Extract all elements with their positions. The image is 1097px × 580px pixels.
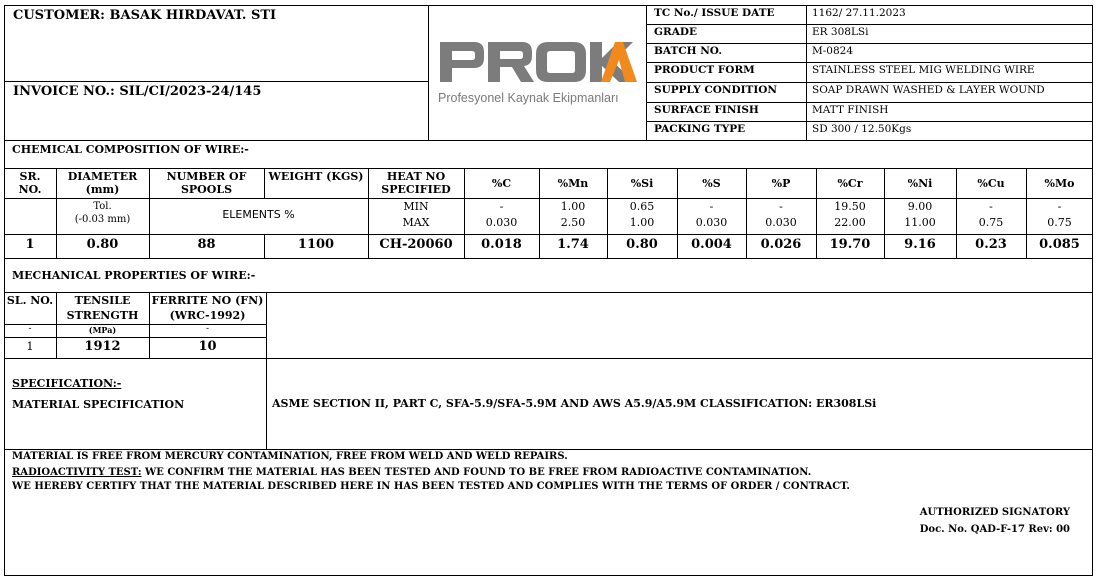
spec-label: MATERIAL SPECIFICATION bbox=[12, 398, 185, 411]
spec-title: SPECIFICATION:- bbox=[12, 377, 122, 390]
radioactivity-text: WE CONFIRM THE MATERIAL HAS BEEN TESTED AND FOUND TO BE FREE FROM RADIOACTIVE CONTAMINATION. bbox=[141, 467, 812, 478]
logo-tagline: Profesyonel Kaynak Ekipmanları bbox=[438, 91, 619, 105]
max-value: 2.50 bbox=[560, 216, 586, 229]
info-value: SOAP DRAWN WASHED & LAYER WOUND bbox=[812, 84, 1045, 96]
mech-header-ferrite: FERRITE NO (FN) bbox=[151, 294, 264, 307]
divider bbox=[4, 234, 1093, 235]
max-label: MAX bbox=[402, 216, 430, 229]
chem-value-spools: 88 bbox=[197, 237, 216, 252]
divider bbox=[4, 358, 1093, 359]
chem-table bbox=[4, 168, 1093, 258]
divider bbox=[266, 358, 267, 449]
min-value: - bbox=[779, 200, 783, 213]
chem-header-heat-2: SPECIFIED bbox=[381, 183, 451, 196]
mech-title: MECHANICAL PROPERTIES OF WIRE:- bbox=[12, 269, 256, 282]
info-label: SURFACE FINISH bbox=[654, 104, 759, 116]
chem-header-spools: NUMBER OF bbox=[166, 170, 247, 183]
max-value: 22.00 bbox=[834, 216, 866, 229]
divider bbox=[646, 82, 1093, 83]
mech-value-sl: 1 bbox=[26, 340, 34, 353]
divider bbox=[428, 5, 429, 140]
divider bbox=[4, 337, 266, 338]
chem-header-element: %C bbox=[491, 177, 512, 190]
chem-header-element: %Cu bbox=[977, 177, 1005, 190]
mech-header-tensile-2: STRENGTH bbox=[66, 309, 139, 322]
divider bbox=[646, 43, 1093, 44]
info-value: M-0824 bbox=[812, 45, 854, 57]
mech-header-sl: SL. NO. bbox=[6, 294, 54, 307]
elements-percent-label: ELEMENTS % bbox=[222, 208, 295, 221]
chem-header-element: %S bbox=[702, 177, 721, 190]
chem-value-diameter: 0.80 bbox=[86, 237, 119, 252]
chem-header-sr: SR. bbox=[19, 170, 41, 183]
chem-actual-value: 19.70 bbox=[829, 237, 871, 252]
divider bbox=[4, 449, 1093, 450]
max-value: 0.030 bbox=[485, 216, 518, 229]
chem-header-element: %P bbox=[771, 177, 791, 190]
info-value: MATT FINISH bbox=[812, 104, 889, 116]
max-value: 11.00 bbox=[904, 216, 936, 229]
chem-actual-value: 0.004 bbox=[691, 237, 732, 252]
mech-header-ferrite-2: (WRC-1992) bbox=[169, 309, 246, 322]
min-value: 19.50 bbox=[834, 200, 866, 213]
mech-unit-ferrite: - bbox=[205, 324, 210, 334]
info-label: BATCH NO. bbox=[654, 45, 722, 57]
chem-actual-value: 9.16 bbox=[904, 237, 936, 252]
min-label: MIN bbox=[403, 200, 429, 213]
divider bbox=[646, 102, 1093, 103]
chem-actual-value: 0.026 bbox=[760, 237, 802, 252]
certify-statement: WE HEREBY CERTIFY THAT THE MATERIAL DESCRIBED HERE IN HAS BEEN TESTED AND COMPLIES WITH THE TERMS OF ORDER / CONTRACT. bbox=[12, 481, 850, 492]
info-label: PRODUCT FORM bbox=[654, 64, 755, 76]
mech-header-tensile: TENSILE bbox=[74, 294, 131, 307]
divider bbox=[806, 5, 807, 140]
divider bbox=[4, 198, 1093, 199]
info-table bbox=[646, 5, 1093, 140]
chem-actual-value: 1.74 bbox=[557, 237, 589, 252]
max-value: 1.00 bbox=[629, 216, 655, 229]
chem-header-element: %Si bbox=[630, 177, 654, 190]
min-value: - bbox=[709, 200, 714, 213]
chem-actual-value: 0.80 bbox=[626, 237, 658, 252]
mech-value-tensile: 1912 bbox=[84, 339, 121, 354]
min-value: - bbox=[499, 200, 504, 213]
customer-label: CUSTOMER: bbox=[13, 8, 105, 23]
chem-header-weight: WEIGHT (KGS) bbox=[268, 170, 364, 183]
invoice-label: INVOICE NO.: bbox=[13, 84, 115, 99]
info-label: GRADE bbox=[654, 26, 697, 38]
mech-value-ferrite: 10 bbox=[198, 339, 217, 354]
chem-value-weight: 1100 bbox=[297, 237, 335, 252]
invoice-number: SIL/CI/2023-24/145 bbox=[119, 84, 262, 99]
chem-actual-value: 0.085 bbox=[1039, 237, 1080, 252]
info-label: TC No./ ISSUE DATE bbox=[654, 7, 775, 19]
info-value: STAINLESS STEEL MIG WELDING WIRE bbox=[812, 64, 1035, 76]
chem-header-element: %Mo bbox=[1044, 177, 1075, 190]
info-label: SUPPLY CONDITION bbox=[654, 84, 777, 96]
chem-header-element: %Cr bbox=[837, 177, 863, 190]
chem-title: CHEMICAL COMPOSITION OF WIRE:- bbox=[12, 143, 249, 156]
doc-number: Doc. No. QAD-F-17 Rev: 00 bbox=[919, 524, 1070, 535]
proka-logo-a-icon bbox=[598, 36, 638, 86]
divider bbox=[266, 292, 267, 358]
min-value: - bbox=[989, 200, 993, 213]
max-value: 0.75 bbox=[1047, 216, 1072, 229]
divider bbox=[646, 121, 1093, 122]
chem-header-element: %Mn bbox=[557, 177, 589, 190]
chem-header-sr-2: NO. bbox=[18, 183, 42, 196]
spec-value: ASME SECTION II, PART C, SFA-5.9/SFA-5.9M AND AWS A5.9/A5.9M CLASSIFICATION: ER308LSi bbox=[272, 397, 877, 410]
chem-actual-value: 0.23 bbox=[975, 237, 1007, 252]
mech-unit-sl: - bbox=[28, 324, 32, 334]
chem-header-diameter: DIAMETER bbox=[67, 170, 138, 183]
chem-value-sr: 1 bbox=[25, 237, 35, 252]
tolerance-value: (-0.03 mm) bbox=[74, 214, 131, 225]
chem-header-diameter-2: (mm) bbox=[85, 183, 120, 196]
min-value: 9.00 bbox=[907, 200, 933, 213]
mech-table bbox=[4, 292, 266, 358]
divider bbox=[4, 81, 428, 82]
chem-actual-value: 0.018 bbox=[481, 237, 522, 252]
min-value: 1.00 bbox=[560, 200, 586, 213]
divider bbox=[646, 24, 1093, 25]
divider bbox=[4, 140, 1093, 141]
divider bbox=[646, 62, 1093, 63]
invoice-line bbox=[13, 84, 261, 99]
max-value: 0.030 bbox=[695, 216, 728, 229]
chem-header-element: %Ni bbox=[907, 177, 933, 190]
max-value: 0.75 bbox=[978, 216, 1004, 229]
divider bbox=[4, 258, 1093, 259]
mercury-statement: MATERIAL IS FREE FROM MERCURY CONTAMINATION, FREE FROM WELD AND WELD REPAIRS. bbox=[12, 451, 568, 462]
radioactivity-label: RADIOACTIVITY TEST: bbox=[12, 467, 142, 478]
info-value: 1162/ 27.11.2023 bbox=[812, 7, 906, 19]
chem-header-spools-2: SPOOLS bbox=[180, 183, 233, 196]
chem-value-heat: CH-20060 bbox=[379, 237, 453, 252]
max-value: 0.030 bbox=[765, 216, 797, 229]
min-value: 0.65 bbox=[629, 200, 655, 213]
proka-logo bbox=[438, 36, 638, 108]
customer-line bbox=[13, 8, 276, 23]
info-value: SD 300 / 12.50Kgs bbox=[812, 123, 912, 135]
info-label: PACKING TYPE bbox=[654, 123, 746, 135]
radioactivity-statement bbox=[12, 467, 811, 478]
info-value: ER 308LSi bbox=[812, 26, 869, 38]
authorized-signatory: AUTHORIZED SIGNATORY bbox=[919, 507, 1070, 518]
customer-name: BASAK HIRDAVAT. STI bbox=[109, 8, 277, 23]
tolerance-label: Tol. bbox=[93, 201, 112, 212]
min-value: - bbox=[1057, 200, 1062, 213]
chem-header-heat: HEAT NO bbox=[386, 170, 446, 183]
mech-unit-tensile: (MPa) bbox=[88, 325, 117, 335]
